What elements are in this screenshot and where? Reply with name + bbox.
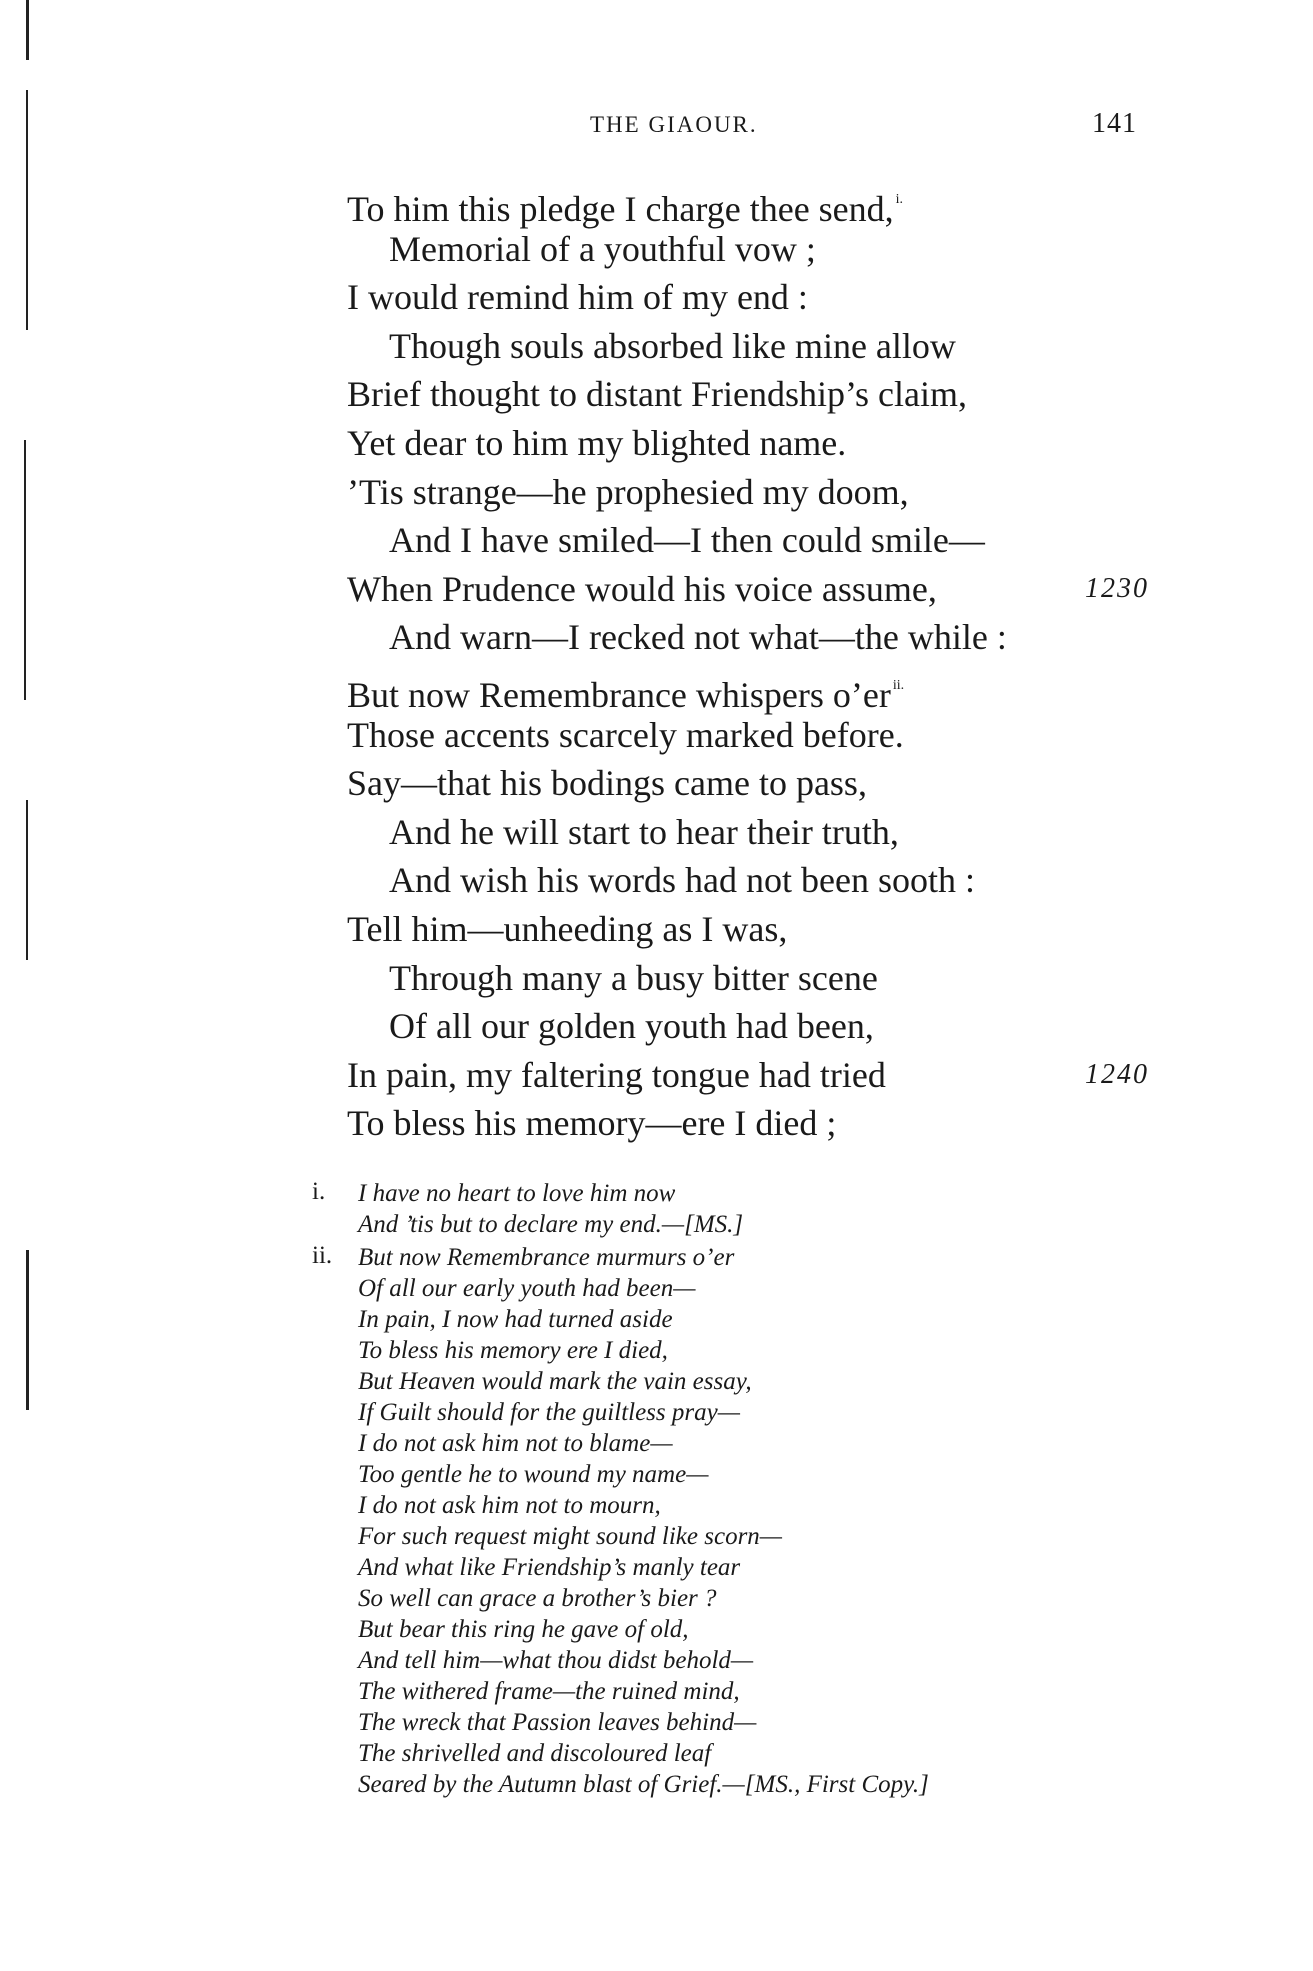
verse-line bbox=[347, 468, 1177, 517]
note-reference: i. bbox=[895, 192, 904, 207]
verse-line bbox=[347, 516, 1177, 565]
verse-text: Memorial of a youthful vow ; bbox=[389, 228, 816, 269]
verse-line bbox=[347, 662, 1177, 715]
verse-text: Those accents scarcely marked before. bbox=[347, 714, 904, 755]
footnote-marker: i. bbox=[312, 1178, 326, 1205]
footnotes bbox=[312, 1178, 1192, 1800]
verse-text: Though souls absorbed like mine allow bbox=[389, 325, 956, 366]
gutter-mark bbox=[26, 90, 28, 330]
verse-line bbox=[347, 1002, 1177, 1051]
footnote-line: But bear this ring he gave of old, bbox=[358, 1616, 689, 1643]
line-number: 1230 bbox=[1085, 572, 1149, 604]
footnote-line: If Guilt should for the guiltless pray— bbox=[358, 1399, 740, 1426]
verse-text: Yet dear to him my blighted name. bbox=[347, 422, 847, 463]
line-number: 1240 bbox=[1085, 1058, 1149, 1090]
verse-text: And warn—I recked not what—the while : bbox=[389, 617, 1007, 658]
footnote-line: For such request might sound like scorn— bbox=[358, 1523, 783, 1550]
verse-text: To him this pledge I charge thee send, bbox=[347, 189, 894, 229]
verse-line bbox=[347, 1099, 1177, 1148]
verse-line bbox=[347, 176, 1177, 229]
footnote bbox=[312, 1178, 1192, 1240]
footnote-line: And tell him—what thou didst behold— bbox=[358, 1647, 754, 1674]
verse-line bbox=[347, 225, 1177, 274]
verse-text: Brief thought to distant Friendship’s claim, bbox=[347, 374, 967, 415]
verse-text: And he will start to hear their truth, bbox=[389, 811, 899, 852]
footnote-line: And ’tis but to declare my end.—[MS.] bbox=[358, 1211, 744, 1238]
footnote-marker: ii. bbox=[312, 1242, 333, 1269]
verse-line bbox=[347, 322, 1177, 371]
verse-text: But now Remembrance whispers o’er bbox=[347, 674, 891, 715]
verse-line bbox=[347, 1051, 1177, 1100]
verse-text: And I have smiled—I then could smile— bbox=[389, 520, 985, 561]
page-number: 141 bbox=[1092, 108, 1137, 139]
verse-text: Say—that his bodings came to pass, bbox=[347, 763, 867, 804]
verse-text: Through many a busy bitter scene bbox=[389, 957, 878, 998]
gutter-mark bbox=[24, 440, 26, 700]
verse-text: In pain, my faltering tongue had tried bbox=[347, 1054, 886, 1095]
verse-line bbox=[347, 370, 1177, 419]
footnote-line: Of all our early youth had been— bbox=[358, 1275, 696, 1302]
verse-line bbox=[347, 954, 1177, 1003]
footnote-line: To bless his memory ere I died, bbox=[358, 1337, 668, 1364]
verse-text: And wish his words had not been sooth : bbox=[389, 860, 975, 901]
footnote-line: But now Remembrance murmurs o’er bbox=[358, 1244, 735, 1271]
gutter-mark bbox=[26, 800, 28, 960]
footnote-line: And what like Friendship’s manly tear bbox=[358, 1554, 741, 1581]
verse-line bbox=[347, 565, 1177, 614]
footnote-line: So well can grace a brother’s bier ? bbox=[358, 1585, 717, 1612]
footnote-line: I do not ask him not to mourn, bbox=[358, 1492, 661, 1519]
verse-line bbox=[347, 273, 1177, 322]
verse-line bbox=[347, 808, 1177, 857]
footnote bbox=[312, 1242, 1192, 1800]
footnote-line: But Heaven would mark the vain essay, bbox=[358, 1368, 752, 1395]
verse-line bbox=[347, 759, 1177, 808]
footnote-line: I have no heart to love him now bbox=[358, 1180, 676, 1207]
verse-text: Of all our golden youth had been, bbox=[389, 1006, 874, 1047]
verse-text: When Prudence would his voice assume, bbox=[347, 568, 937, 609]
footnote-line: The shrivelled and discoloured leaf bbox=[358, 1740, 712, 1767]
footnote-line: Too gentle he to wound my name— bbox=[358, 1461, 709, 1488]
verse-line bbox=[347, 613, 1177, 662]
verse-line bbox=[347, 419, 1177, 468]
footnote-line: The wreck that Passion leaves behind— bbox=[358, 1709, 757, 1736]
poem-text bbox=[347, 176, 1177, 1148]
footnote-line: The withered frame—the ruined mind, bbox=[358, 1678, 740, 1705]
verse-text: ’Tis strange—he prophesied my doom, bbox=[347, 471, 909, 512]
verse-line bbox=[347, 711, 1177, 760]
gutter-mark bbox=[26, 0, 29, 60]
verse-line bbox=[347, 905, 1177, 954]
verse-text: To bless his memory—ere I died ; bbox=[347, 1103, 837, 1144]
footnote-line: Seared by the Autumn blast of Grief.—[MS., First Copy.] bbox=[358, 1771, 929, 1798]
running-head: THE GIAOUR. bbox=[590, 112, 758, 137]
footnote-line: In pain, I now had turned aside bbox=[358, 1306, 673, 1333]
verse-text: Tell him—unheeding as I was, bbox=[347, 908, 788, 949]
note-reference: ii. bbox=[892, 677, 905, 693]
verse-line bbox=[347, 856, 1177, 905]
gutter-mark bbox=[26, 1250, 29, 1410]
verse-text: I would remind him of my end : bbox=[347, 277, 808, 318]
footnote-line: I do not ask him not to blame— bbox=[358, 1430, 673, 1457]
